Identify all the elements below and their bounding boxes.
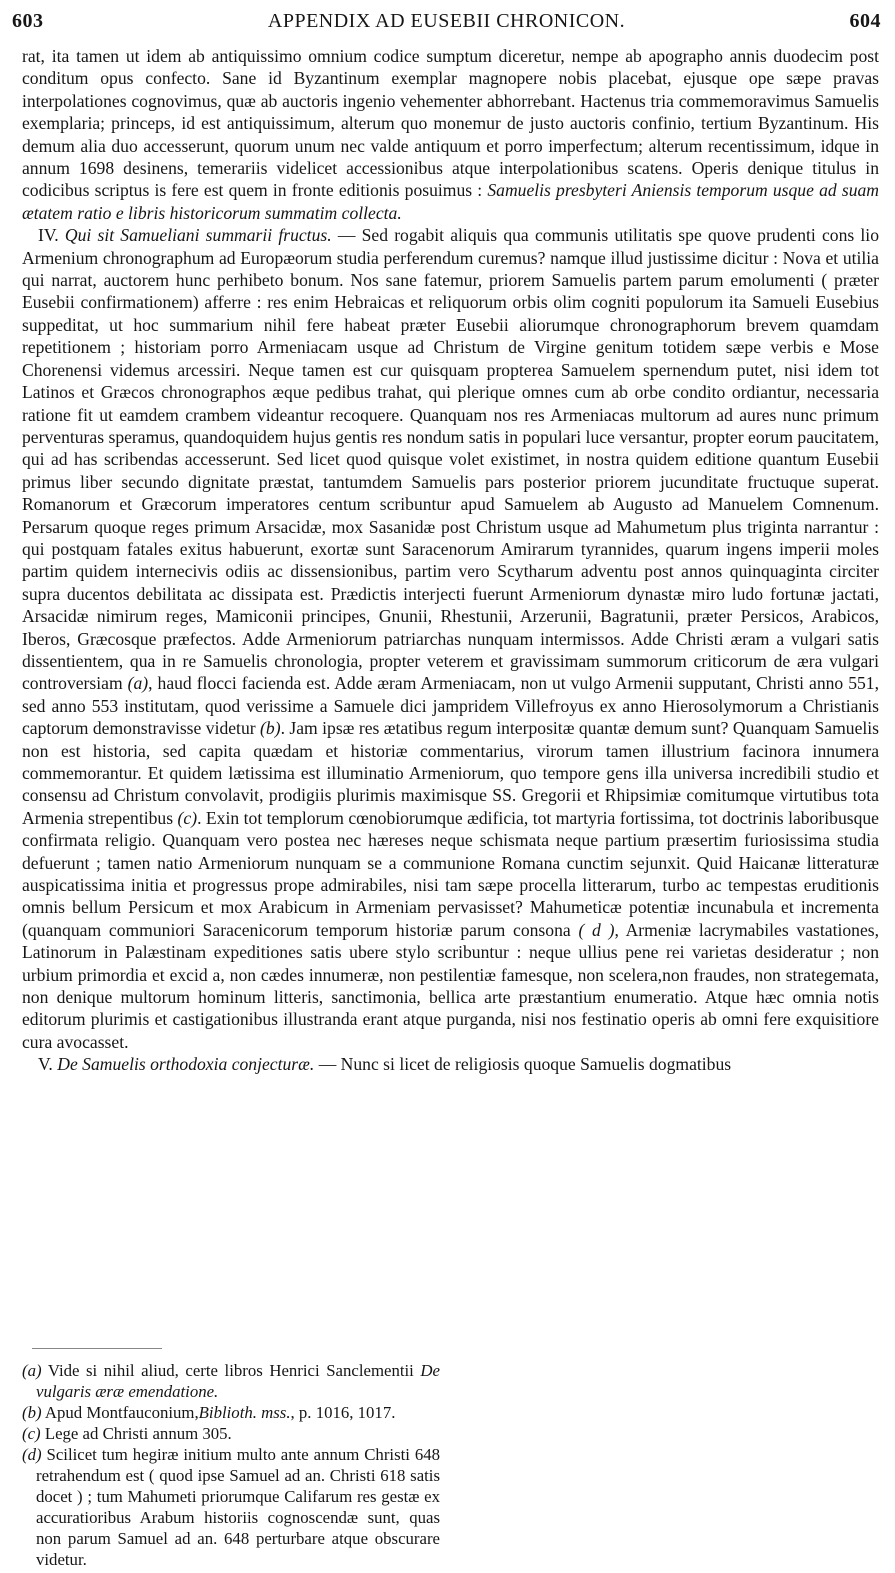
footnotes-left-column	[22, 1360, 440, 1570]
footnote-b-text: Apud Montfauconium,	[44, 1403, 199, 1422]
footnote-a-mark: (a)	[22, 1361, 42, 1380]
section-v-title: De Samuelis orthodoxia conjecturæ.	[57, 1054, 315, 1075]
page-number-right: 604	[849, 10, 881, 32]
section-iv-text-c: . Jam ipsæ res ætatibus regum interpositæ quantæ demum sunt? Quanquam Samuelis non est historia, sed capita quædam et historiæ commentarius, virorum tamen illustrium facinora innumera commemorantur. Et quidem lætissima est illuminatio Armeniorum, quo tempore gens illa universa incredibili studio et consensu ad Christum convolavit, prodigiis plurimis maximisque SS. Gregorii et Rhipsimiæ comitumque virtutibus tota Armenia strepentibus	[22, 718, 879, 828]
footnote-ref-d[interactable]: ( d )	[578, 919, 615, 940]
section-iv	[22, 224, 879, 1053]
section-v-text: — Nunc si licet de religiosis quoque Samuelis dogmatibus	[318, 1054, 732, 1075]
main-text	[22, 45, 879, 1076]
intro-text: rat, ita tamen ut idem ab antiquissimo omnium codice sumptum diceretur, nempe ab apographo annis duodecim post conditum opus confecto. Sane id Byzantinum exemplar magnopere nobis placebat, ejusque ope sæpe pravas interpolationes cognovimus, quæ ab auctoris ingenio vehementer abhorrebant. Hactenus tria commemoravimus Samuelis exemplaria; princeps, id est antiquissimum, alterum quo monemur de justo auctoris confinio, tertium Byzantinum. His demum alia duo accesserunt, quorum unum nec valde antiquum et porro imperfectum; alterum recentissimum, idque in annum 1698 desinens, temerariis videlicet accessionibus atque interpolationibus scatens. Operis denique titulus in codicibus scriptus is fere est quem in fronte editionis posuimus :	[22, 46, 879, 201]
footnote-b	[22, 1402, 440, 1423]
footnote-c	[22, 1423, 440, 1444]
footnote-separator	[32, 1348, 162, 1349]
footnote-b-mark: (b)	[22, 1403, 42, 1422]
footnote-a	[22, 1360, 440, 1402]
footnote-ref-c[interactable]: (c)	[177, 807, 198, 828]
footnote-d	[22, 1444, 440, 1570]
page-header	[12, 10, 881, 40]
page-number-left: 603	[12, 10, 44, 32]
section-iv-text-b: , haud flocci facienda est. Adde æram Armeniacam, non ut vulgo Armenii supputant, Christi anno 551, sed anno 553 institutam, quod verissime a Samuele dici jampridem Villefroyus ex anno Hierosolymorum a Christianis captorum demonstravisse videtur	[22, 673, 879, 739]
footnote-a-title: De vulgaris æræ emendatione.	[36, 1361, 440, 1401]
intro-paragraph	[22, 45, 879, 224]
footnote-d-mark: (d)	[22, 1445, 42, 1464]
section-iv-text-e: , Armeniæ lacrymabiles vastationes, Latinorum in Palæstinam expeditiones satis ubere stylo scribuntur : neque ullius pene rei varietas desideratur ; non urbium primordia et excid a, non cædes innumeræ, non pestilentiæ famesque, non scelera,non fraudes, non strategemata, non denique multorum hominum litteris, sanctimonia, bellica arte præstantium enumeratio. Atque hæc omnia notis editorum plurimis et castigationibus illustranda erant atque purganda, nisi nos festinatio operis ab omni fere exquisitiore cura avocasset.	[22, 919, 880, 1052]
footnote-c-text: Lege ad Christi annum 305.	[44, 1424, 232, 1443]
section-iv-text: — Sed rogabit aliquis qua communis utilitatis spe quove prudenti cons lio Armenium chronographum ad Europæorum studia perferendum curemus? namque illud justissime dicitur : Nova et utilia qui narrat, auctorem hunc perhibeto bonum. Nos sane fatemur, priorem Samuelis partem parum emolumenti ( præter Eusebii confirmationem) afferre : res enim Hebraicas et reliquorum orbis olim cogniti populorum ita Samueli Eusebius suppeditat, ut hoc summarium nihil fere habeat præter Eusebii aliorumque chronographorum brevem quamdam repetitionem ; historiam porro Armeniacam usque ad Christum de Virgine genitum totidem sæpe verbis e Mose Chorenensi videmus arcessiri. Neque tamen est cur quisquam propterea Samuelem spernendum putet, nisi idem tot Latinos et Græcos chronographos æque pedibus trahat, qui plerique omnes cum ab orbe condito ordiantur, necessaria ratione fit ut eamdem crambem videantur recoquere. Quanquam nos res Armeniacas multorum ad aures nunc primum perventuras speramus, quandoquidem hujus gentis res nondum satis in populari luce versantur, propter eorum paucitatem, qui ad has scribendas accesserunt. Sed licet quod quisque volet existimet, in nostra quidem editione quantum Eusebii primus liber secundo dignitate præstat, tantumdem Samuelis pars posterior priorem jucunditate fructuque superat. Romanorum et Græcorum imperatores centum scribuntur apud Samuelem ab Augusto ad Manuelem Comnenum. Persarum quoque reges primum Arsacidæ, mox Sasanidæ post Christum usque ad Mahumetum plus triginta narrantur : qui postquam fatales exitus habuerunt, exortæ sunt Saracenorum Amirarum tyrannides, quarum ingens imperii moles partim quidem internecivis odiis ac dissensionibus, partim vero Scytharum adventu post annos quinquaginta circiter supra ducentos debilitata ac dissipata est. Prædictis interjecti fuerunt Armeniorum dynastæ miro ludo fortunæ jactati, Arsacidæ nimirum reges, Mamiconii principes, Gnunii, Rhestunii, Arzerunii, Bagratunii, præter Persicos, Arabicos, Iberos, Græcosque præfectos. Adde Armeniorum patriarchas nunquam intermissos. Adde Christi æram a vulgari satis dissentientem, qua in re Samuelis chronologia, propter veterem et gravissimam summorum criticorum de æra vulgari controversiam	[22, 225, 879, 694]
section-iv-text-d: . Exin tot templorum cœnobiorumque ædificia, tot martyria fortissima, tot doctrinis laboribusque confirmata religio. Quanquam vero postea nec hæreses neque schismata neque partium præsertim furiosissima studia defuerunt ; tamen natio Armeniorum nunquam se a communione Romana cunctim sejunxit. Quid Haicanæ litteraturæ auspicatissima initia et progressus prope admirabiles, nisi tam sæpe procella litterarum, turbo ac tempestas eruditionis omnis bellum Persicum et mox Arabicum in Armeniam pervasisset? Mahumeticæ potentiæ incunabula et incrementa (quanquam communiori Saracenicorum temporum historiæ parum consona	[22, 807, 879, 940]
footnote-ref-b[interactable]: (b)	[260, 718, 281, 739]
section-iv-title: Qui sit Samueliani summarii fructus.	[64, 225, 332, 246]
footnote-ref-a[interactable]: (a)	[127, 673, 149, 694]
work-title: Samuelis presbyteri Aniensis temporum usque ad suam ætatem ratio e libris historicorum summatim collecta.	[22, 180, 879, 223]
footnote-b-pages: , p. 1016, 1017.	[290, 1403, 396, 1422]
running-title: APPENDIX AD EUSEBII CHRONICON.	[267, 10, 626, 32]
footnote-a-text: Vide si nihil aliud, certe libros Henrici Sanclementii	[47, 1361, 414, 1380]
section-v	[22, 1053, 879, 1075]
section-iv-number: IV.	[38, 225, 59, 246]
section-v-number: V.	[38, 1054, 53, 1075]
footnote-b-title: Biblioth. mss.	[198, 1403, 291, 1422]
footnote-c-mark: (c)	[22, 1424, 41, 1443]
footnote-d-text: Scilicet tum hegiræ initium multo ante annum Christi 648 retrahendum est ( quod ipse Samuel ad an. Christi 618 satis docet ) ; tum Mahumeti priorumque Califarum res gestæ ex accuratioribus Arabum historiis cognoscendæ sunt, quas non parum Samuel ad an. 648 perturbare atque obscurare videtur.	[36, 1445, 441, 1569]
